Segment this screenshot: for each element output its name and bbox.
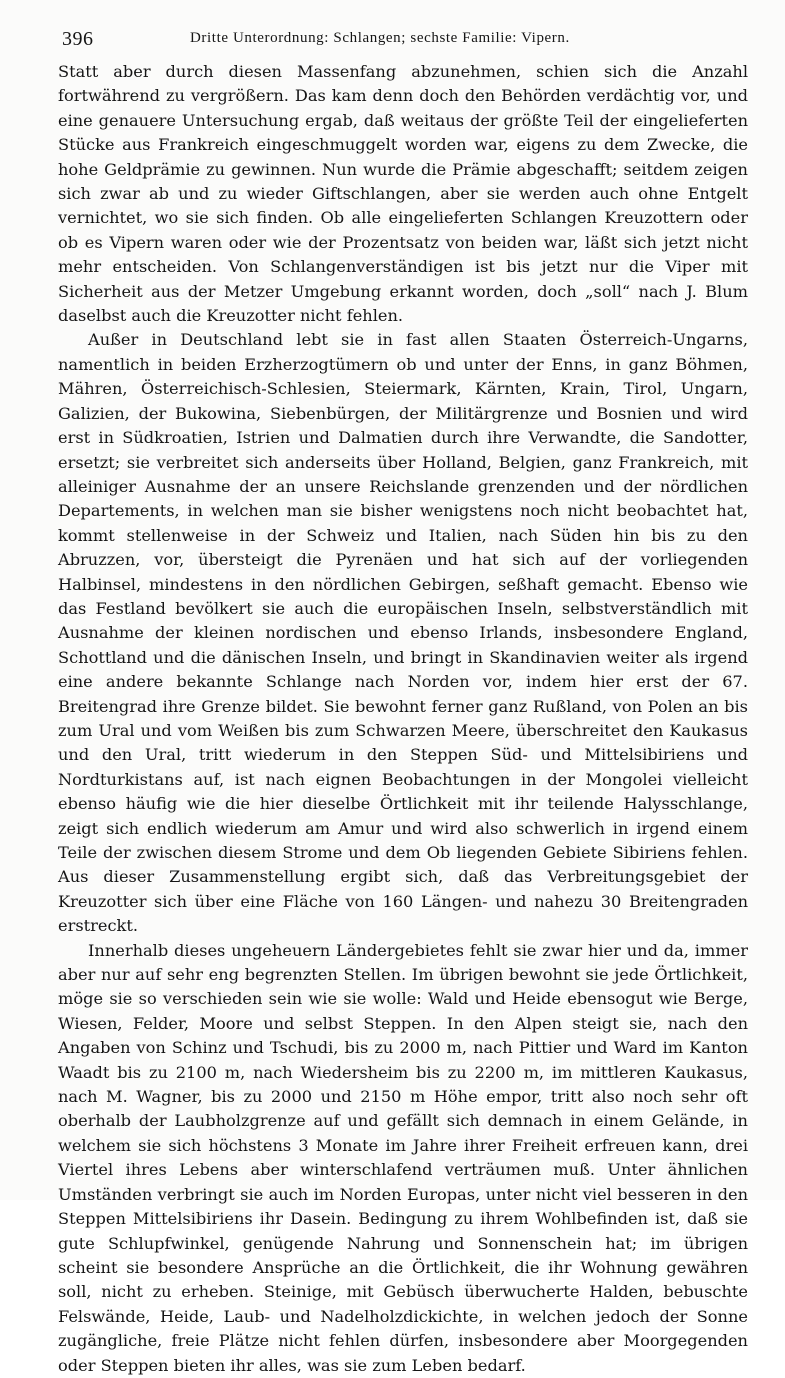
page-number: 396 xyxy=(62,28,94,50)
page-header xyxy=(62,26,749,50)
running-head: Dritte Unterordnung: Schlangen; sechste Familie: Vipern. xyxy=(190,30,570,46)
paragraph: Innerhalb dieses ungeheuern Ländergebietes fehlt sie zwar hier und da, immer aber nur auf sehr eng begrenzten Stellen. Im übrigen bewohnt sie jede Örtlichkeit, möge sie so verschieden sein wie sie wolle: Wald und Heide ebensogut wie Berge, Wiesen, Felder, Moore und selbst Steppen. In den Alpen steigt sie, nach den Angaben von Schinz und Tschudi, bis zu 2000 m, nach Pittier und Ward im Kanton Waadt bis zu 2100 m, nach Wiedersheim bis zu 2200 m, im mittleren Kaukasus, nach M. Wagner, bis zu 2000 und 2150 m Höhe empor, tritt also noch sehr oft oberhalb der Laubholzgrenze auf und gefällt sich demnach in einem Gelände, in welchem sie sich höchstens 3 Monate im Jahre ihrer Freiheit erfreuen kann, drei Viertel ihres Lebens aber winterschlafend verträumen muß. Unter ähnlichen Umständen verbringt sie auch im Norden Europas, unter nicht viel besseren in den Steppen Mittelsibiriens ihr Dasein. Bedingung zu ihrem Wohlbefinden ist, daß sie gute Schlupfwinkel, genügende Nahrung und Sonnenschein hat; im übrigen scheint sie besondere Ansprüche an die Örtlichkeit, die ihr Wohnung gewähren soll, nicht zu erheben. Steinige, mit Gebüsch überwucherte Halden, bebuschte Felswände, Heide, Laub- und Nadelholzdickichte, in welchen jedoch der Sonne zugängliche, freie Plätze nicht fehlen dürfen, insbesondere aber Moorgegenden oder Steppen bieten ihr alles, was sie zum Leben bedarf. xyxy=(58,940,748,1375)
paragraph: Außer in Deutschland lebt sie in fast allen Staaten Österreich-Ungarns, namentlich in beiden Erzherzogtümern ob und unter der Enns, in ganz Böhmen, Mähren, Österreichisch-Schlesien, Steiermark, Kärnten, Krain, Tirol, Ungarn, Galizien, der Bukowina, Siebenbürgen, der Militärgrenze und Bosnien und wird erst in Südkroatien, Istrien und Dalmatien durch ihre Verwandte, die Sandotter, ersetzt; sie verbreitet sich anderseits über Holland, Belgien, ganz Frankreich, mit alleiniger Ausnahme der an unsere Reichslande grenzenden und der nördlichen Departements, in welchen man sie bisher wenigstens noch nicht beobachtet hat, kommt stellenweise in der Schweiz und Italien, nach Süden hin bis zu den Abruzzen, vor, übersteigt die Pyrenäen und hat sich auf der vorliegenden Halbinsel, mindestens in den nördlichen Gebirgen, seßhaft gemacht. Ebenso wie das Festland bevölkert sie auch die europäischen Inseln, selbstverständlich mit Ausnahme der kleinen nordischen und ebenso Irlands, insbesondere England, Schottland und die dänischen Inseln, und bringt in Skandinavien weiter als irgend eine andere bekannte Schlange nach Norden vor, indem hier erst der 67. Breitengrad ihre Grenze bildet. Sie bewohnt ferner ganz Rußland, von Polen an bis zum Ural und vom Weißen bis zum Schwarzen Meere, überschreitet den Kaukasus und den Ural, tritt wiederum in den Steppen Süd- und Mittelsibiriens und Nordturkistans auf, ist nach eignen Beobachtungen in der Mongolei vielleicht ebenso häufig wie die hier dieselbe Örtlichkeit mit ihr teilende Halysschlange, zeigt sich endlich wiederum am Amur und wird also schwerlich in irgend einem Teile der zwischen diesem Strome und dem Ob liegenden Gebiete Sibiriens fehlen. Aus dieser Zusammenstellung ergibt sich, daß das Verbreitungsgebiet der Kreuzotter sich über eine Fläche von 160 Längen- und nahezu 30 Breitengraden erstreckt. xyxy=(58,330,748,936)
paragraph: Statt aber durch diesen Massenfang abzunehmen, schien sich die Anzahl fortwährend zu vergrößern. Das kam denn doch den Behörden verdächtig vor, und eine genauere Untersuchung ergab, daß weitaus der größte Teil der eingelieferten Stücke aus Frankreich eingeschmuggelt worden war, eigens zu dem Zwecke, die hohe Geldprämie zu gewinnen. Nun wurde die Prämie abgeschafft; seitdem zeigen sich zwar ab und zu wieder Giftschlangen, aber sie werden auch ohne Entgelt vernichtet, wo sie sich finden. Ob alle eingelieferten Schlangen Kreuzottern oder ob es Vipern waren oder wie der Prozentsatz von beiden war, läßt sich jetzt nicht mehr entscheiden. Von Schlangenverständigen ist bis jetzt nur die Viper mit Sicherheit aus der Metzer Umgebung erkannt worden, doch „soll“ nach J. Blum daselbst auch die Kreuzotter nicht fehlen. xyxy=(58,62,748,326)
body-text xyxy=(58,60,748,1378)
